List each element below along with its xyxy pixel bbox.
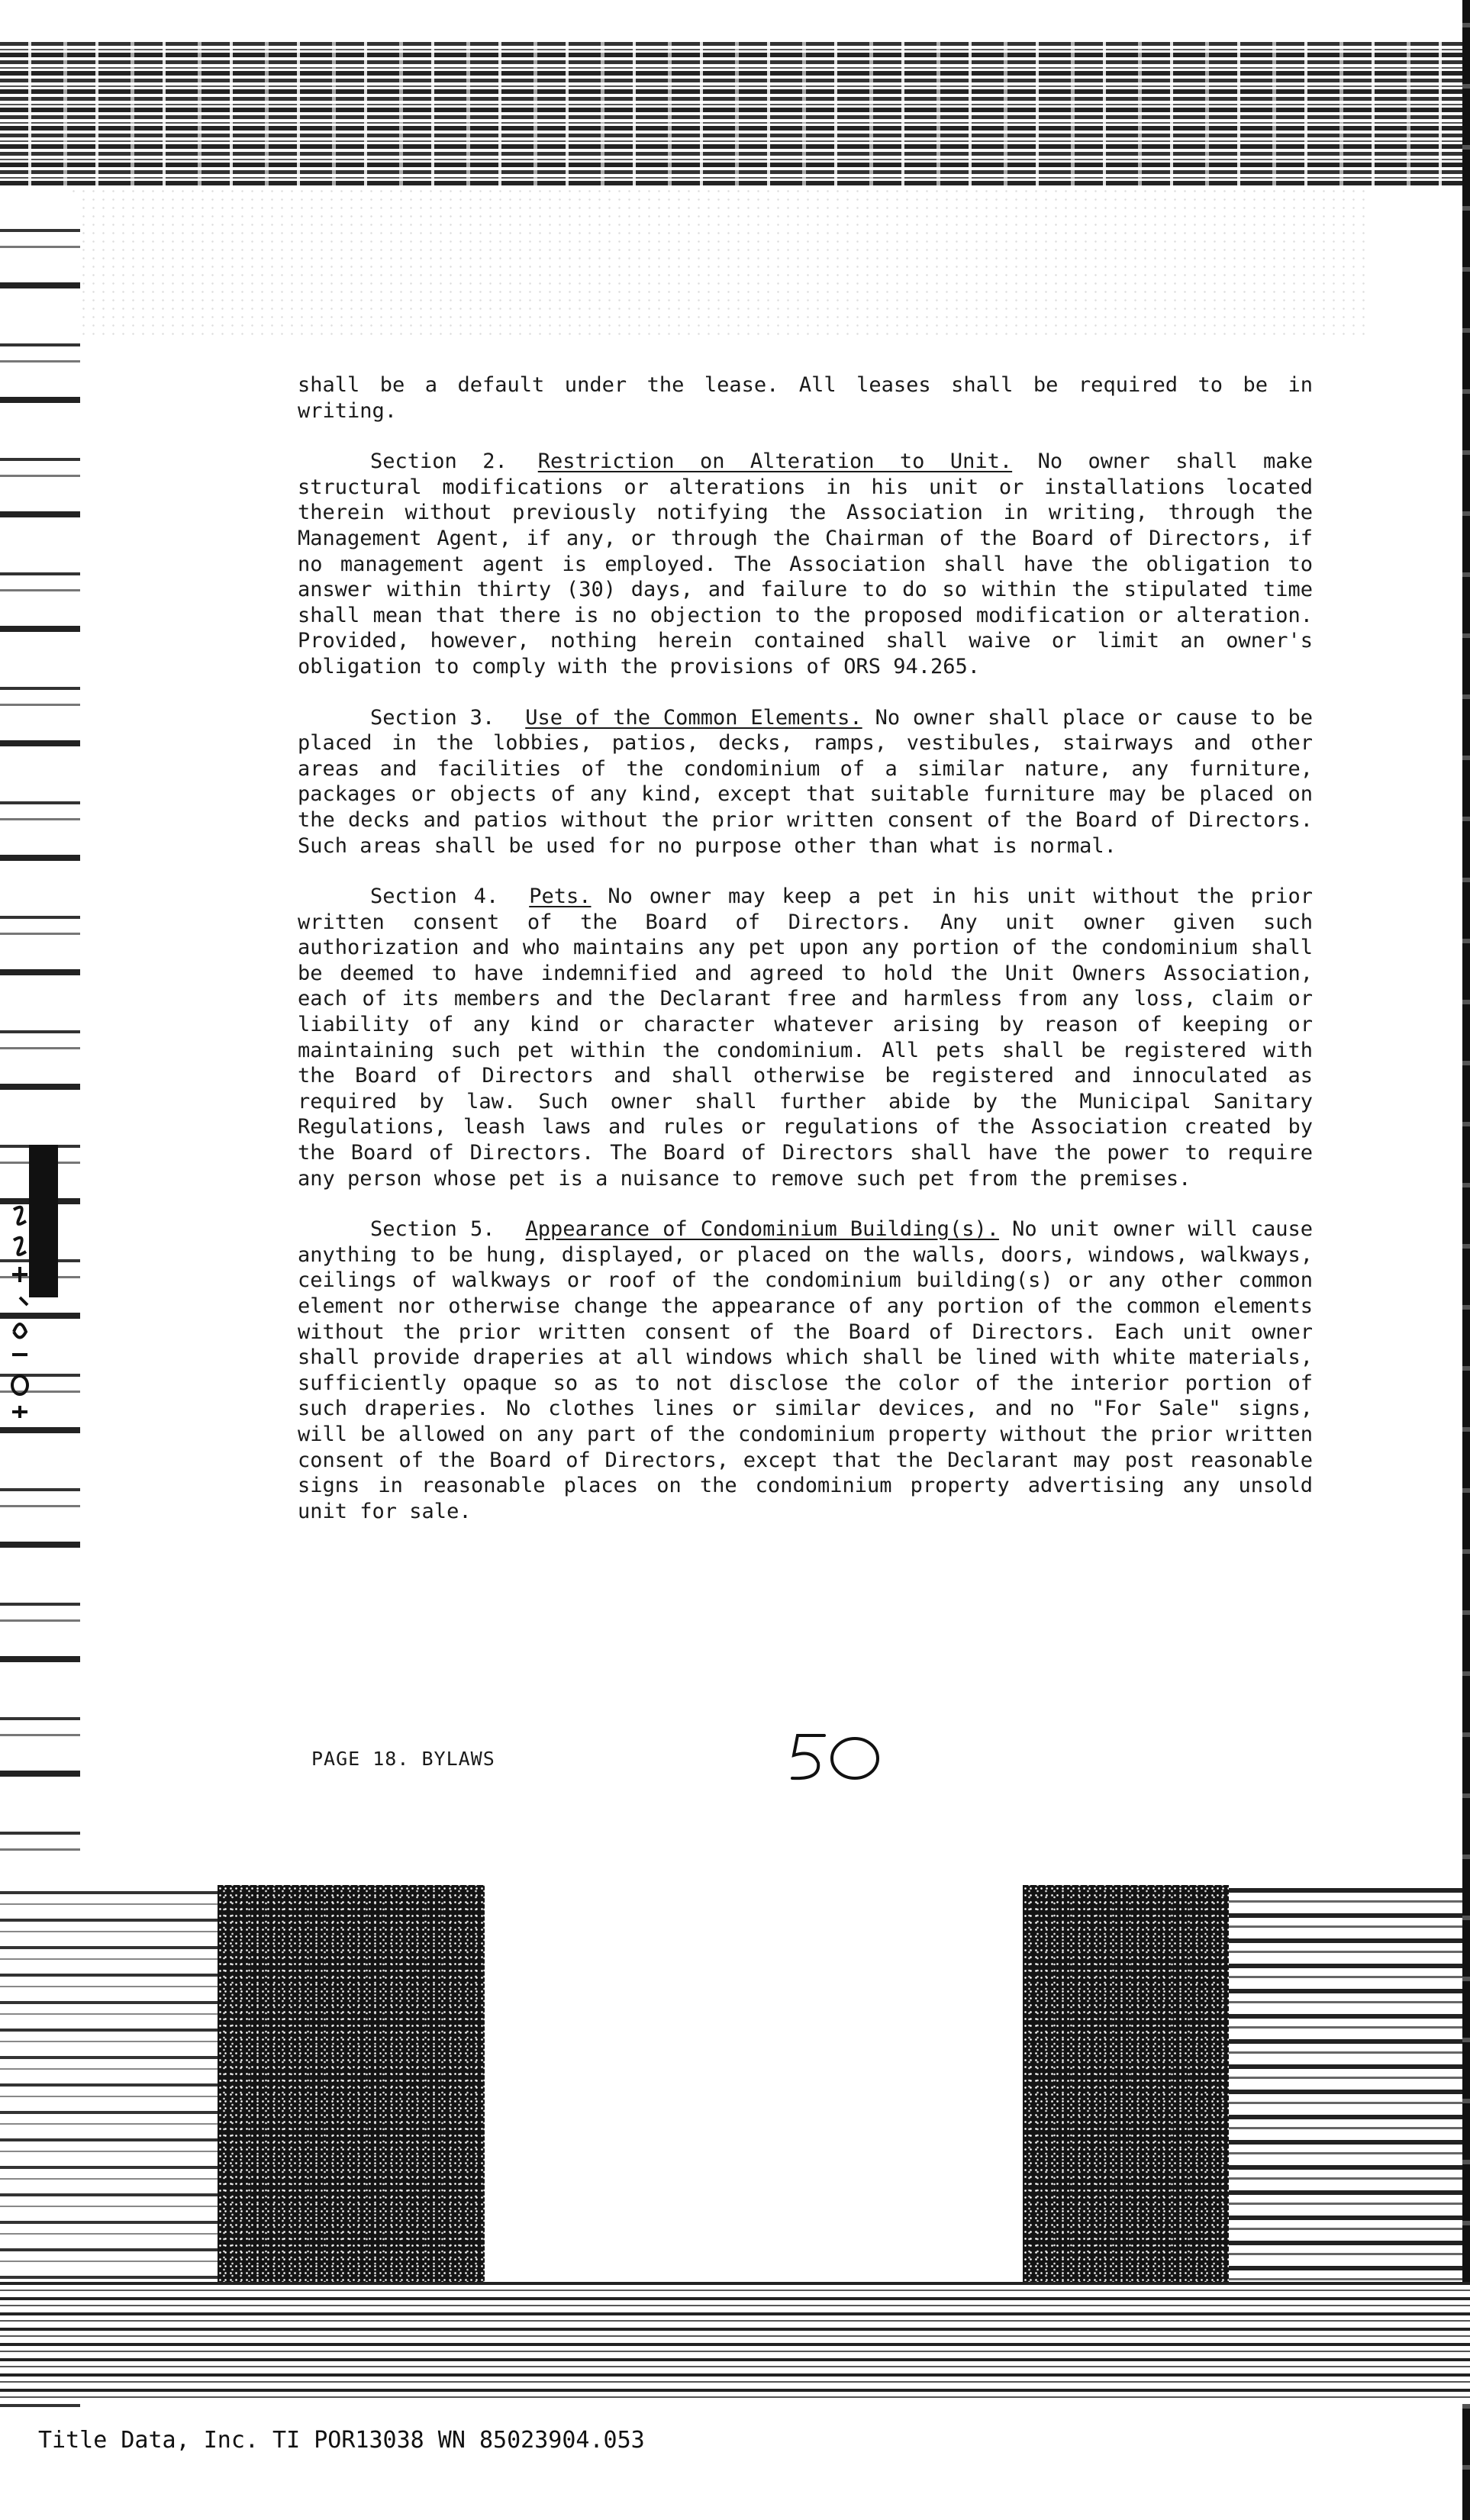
opening-paragraph: shall be a default under the lease. All leases shall be required to be in writing.	[298, 373, 1313, 423]
section-2-body: No owner shall make structural modifications or alterations in his unit or installations located therein without previously notifying the Association in writing, through the Management Agent, if any, or through the Chairman of the Board of Directors, if no management agent is employed. The Association shall have the obligation to answer within thirty (30) days, and failure to do so within the stipulated time shall mean that there is no objection to the proposed modification or alteration. Provided, however, nothing herein contained shall waive or limit an owner's obligation to comply with the provisions of ORS 94.265.	[298, 450, 1313, 678]
section-5-body: No unit owner will cause anything to be hung, displayed, or placed on the walls, doors, windows, walkways, ceilings of walkways or roof of the condominium building(s) or any other common element nor otherwise change the appearance of any portion of the common elements without the prior written consent of the Board of Directors. Each unit owner shall provide draperies at all windows which shall be lined with white materials, sufficiently opaque so as to not disclose the color of the interior portion of such draperies. No clothes lines or similar devices, and no "For Sale" signs, will be allowed on any part of the condominium property without the prior written consent of the Board of Directors, except that the Declarant may post reasonable signs in reasonable places on the condominium property advertising any unsold unit for sale.	[298, 1217, 1313, 1523]
scan-noise-right-edge	[1462, 0, 1470, 2520]
scan-noise-bottom-right	[1229, 1877, 1462, 2282]
recording-stamp: Title Data, Inc. TI POR13038 WN 85023904.053	[38, 2427, 645, 2454]
section-3-number: Section 3.	[370, 705, 495, 730]
scan-noise-bottom-left	[0, 1877, 218, 2282]
scan-noise-top-band	[0, 42, 1470, 187]
margin-handwriting	[5, 1191, 35, 1420]
section-3-body: No owner shall place or cause to be placed in the lobbies, patios, decks, ramps, vestibules, stairways and other areas and facilities of the condominium of a similar nature, any furniture, packages or objects of any kind, except that suitable furniture may be placed on the decks and patios without the prior written consent of the Board of Directors. Such areas shall be used for no purpose other than what is normal.	[298, 705, 1313, 858]
section-5-heading: Appearance of Condominium Building(s).	[525, 1217, 999, 1242]
section-5	[298, 1216, 1313, 1524]
section-4-number: Section 4.	[370, 885, 499, 909]
section-4-heading: Pets.	[529, 885, 592, 909]
scan-speckle-top	[69, 187, 1366, 340]
section-2-heading: Restriction on Alteration to Unit.	[537, 450, 1013, 474]
section-3-heading: Use of the Common Elements.	[525, 705, 862, 730]
section-4	[298, 884, 1313, 1191]
scan-noise-bottom-band	[0, 2282, 1470, 2404]
section-3	[298, 705, 1313, 859]
section-2	[298, 449, 1313, 679]
scan-noise-dark-block-right	[1023, 1885, 1229, 2282]
scan-noise-dark-block-left	[218, 1885, 485, 2282]
section-5-number: Section 5.	[370, 1217, 495, 1242]
handwritten-page-number	[779, 1726, 893, 1787]
page-footer: PAGE 18. BYLAWS	[311, 1748, 495, 1770]
section-2-number: Section 2.	[370, 450, 508, 474]
section-4-body: No owner may keep a pet in his unit without the prior written consent of the Board of Directors. Any unit owner given such authorization and who maintains any pet upon any portion of the condominium shall be deemed to have indemnified and agreed to hold the Unit Owners Association, each of its members and the Declarant free and harmless from any loss, claim or liability of any kind or character whatever arising by reason of keeping or maintaining such pet within the condominium. All pets shall be registered with the Board of Directors and shall otherwise be registered and innoculated as required by law. Such owner shall further abide by the Municipal Sanitary Regulations, leash laws and rules or regulations of the Association created by the Board of Directors. The Board of Directors shall have the power to require any person whose pet is a nuisance to remove such pet from the premises.	[298, 885, 1313, 1191]
bylaws-text	[298, 372, 1313, 1549]
